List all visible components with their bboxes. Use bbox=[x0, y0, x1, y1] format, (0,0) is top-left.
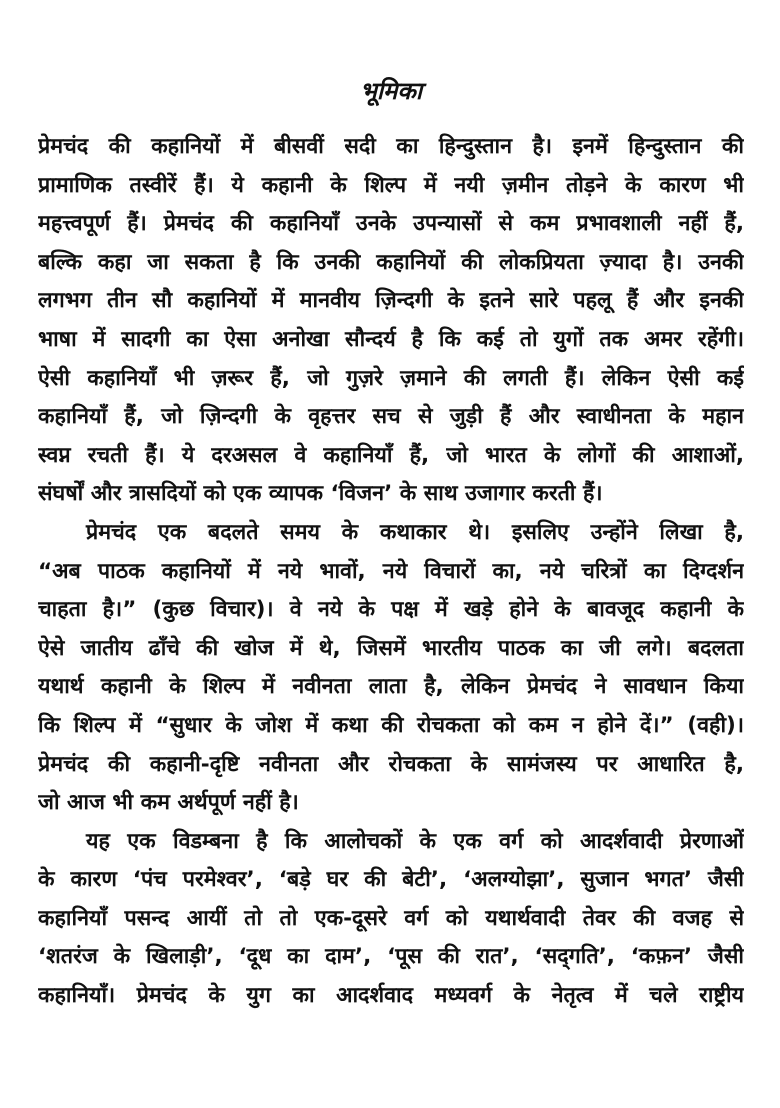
text-line: जो आज भी कम अर्थपूर्ण नहीं है। bbox=[38, 790, 299, 816]
text-line: प्रेमचंद एक बदलते समय के कथाकार थे। इसलिए उन्होंने लिखा है, bbox=[86, 519, 744, 545]
text-line: कहानियाँ पसन्द आयीं तो तो एक-दूसरे वर्ग को यथार्थवादी तेवर की वजह से bbox=[38, 905, 744, 931]
text-line: प्रेमचंद की कहानी-दृष्टि नवीनता और रोचकता के सामंजस्य पर आधारित है, bbox=[38, 751, 744, 777]
text-line: भाषा में सादगी का ऐसा अनोखा सौन्दर्य है कि कई तो युगों तक अमर रहेंगी। bbox=[38, 326, 744, 352]
text-line: चाहता है।” (कुछ विचार)। वे नये के पक्ष में खड़े होने के बावजूद कहानी के bbox=[38, 597, 744, 623]
text-line: यथार्थ कहानी के शिल्प में नवीनता लाता है, लेकिन प्रेमचंद ने सावधान किया bbox=[38, 674, 744, 700]
text-line: ऐसी कहानियाँ भी ज़रूर हैं, जो गुज़रे ज़माने की लगती हैं। लेकिन ऐसी कई bbox=[38, 365, 744, 391]
text-line: के कारण ‘पंच परमेश्वर’, ‘बड़े घर की बेटी’, ‘अलग्योझा’, सुजान भगत’ जैसी bbox=[38, 867, 744, 893]
text-line: प्रेमचंद की कहानियों में बीसवीं सदी का हिन्दुस्तान है। इनमें हिन्दुस्तान की bbox=[38, 134, 744, 159]
paragraph-1 bbox=[38, 128, 744, 514]
paragraph-3 bbox=[38, 823, 744, 1016]
text-line: कि शिल्प में “सुधार के जोश में कथा की रोचकता को कम न होने दें।” (वही)। bbox=[38, 712, 744, 738]
paragraph-2 bbox=[38, 514, 744, 823]
text-line: महत्त्वपूर्ण हैं। प्रेमचंद की कहानियाँ उनके उपन्यासों से कम प्रभावशाली नहीं हैं, bbox=[38, 211, 744, 237]
text-line: यह एक विडम्बना है कि आलोचकों के एक वर्ग को आदर्शवादी प्रेरणाओं bbox=[86, 828, 744, 854]
text-line: “अब पाठक कहानियों में नये भावों, नये विचारों का, नये चरित्रों का दिग्दर्शन bbox=[38, 558, 744, 584]
text-line: लगभग तीन सौ कहानियों में मानवीय ज़िन्दगी के इतने सारे पहलू हैं और इनकी bbox=[38, 288, 744, 314]
text-line: ‘शतरंज के खिलाड़ी’, ‘दूध का दाम’, ‘पूस की रात’, ‘सद्‌गति’, ‘कफ़न’ जैसी bbox=[38, 944, 744, 970]
page-title: भूमिका bbox=[359, 77, 423, 105]
text-line: प्रामाणिक तस्वीरें हैं। ये कहानी के शिल्प में नयी ज़मीन तोड़ने के कारण भी bbox=[38, 172, 744, 198]
text-line: बल्कि कहा जा सकता है कि उनकी कहानियों की लोकप्रियता ज़्यादा है। उनकी bbox=[38, 249, 744, 275]
text-line: कहानियाँ हैं, जो ज़िन्दगी के वृहत्तर सच से जुड़ी हैं और स्वाधीनता के महान bbox=[38, 404, 744, 430]
text-line: स्वप्न रचती हैं। ये दरअसल वे कहानियाँ हैं, जो भारत के लोगों की आशाओं, bbox=[38, 442, 744, 468]
text-line: संघर्षों और त्रासदियों को एक व्यापक ‘विजन’ के साथ उजागार करती हैं। bbox=[38, 481, 603, 507]
text-line: कहानियाँ। प्रेमचंद के युग का आदर्शवाद मध्यवर्ग के नेतृत्व में चले राष्ट्रीय bbox=[38, 983, 744, 1009]
text-line: ऐसे जातीय ढाँचे की खोज में थे, जिसमें भारतीय पाठक का जी लगे। बदलता bbox=[38, 635, 744, 661]
